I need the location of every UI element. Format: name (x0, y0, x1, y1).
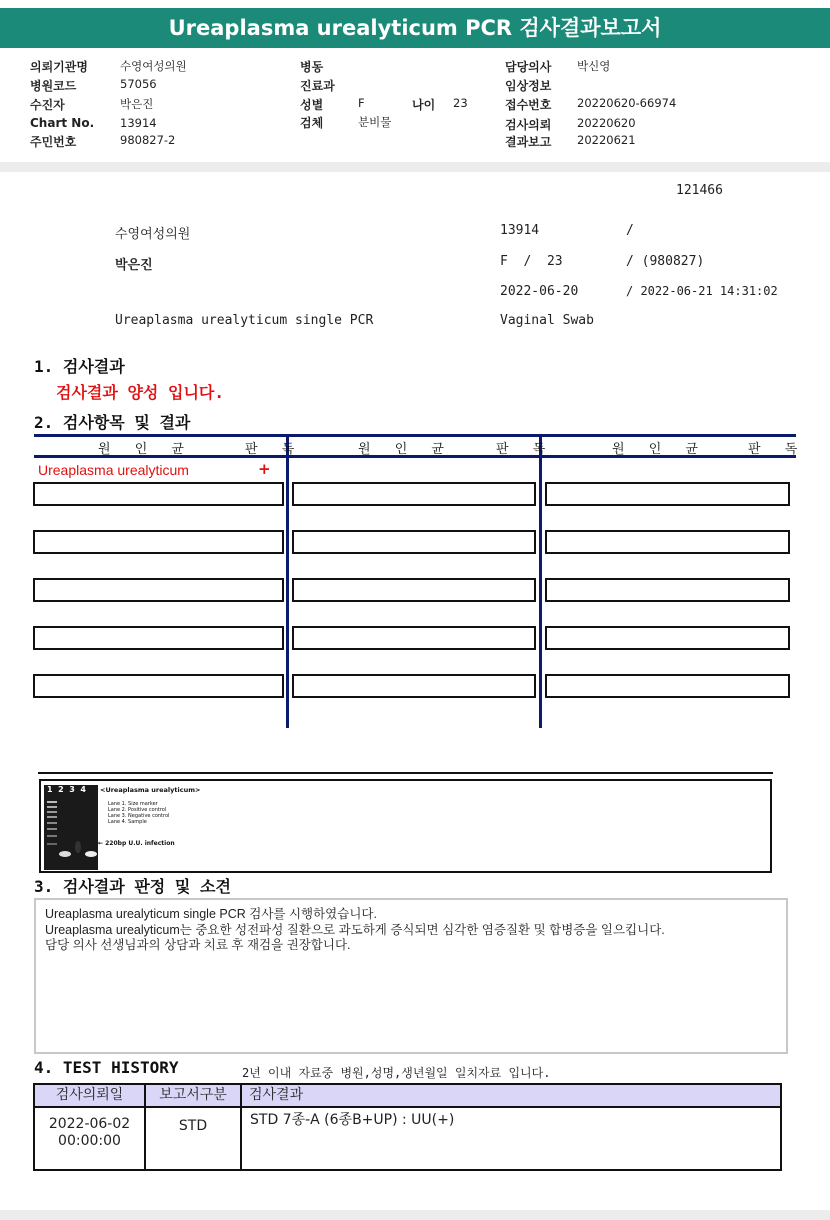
empty-cell (33, 530, 284, 554)
row1-result: + (258, 460, 271, 478)
info-test-name: Ureaplasma urealyticum single PCR (115, 313, 374, 328)
gel-lane-numbers: 1 2 3 4 (47, 785, 86, 794)
gel-top-rule (38, 772, 773, 774)
label-resident-no: 주민번호 (30, 135, 77, 149)
empty-cell (545, 674, 790, 698)
empty-cell (292, 578, 536, 602)
info-report-datetime: / 2022-06-21 14:31:02 (626, 284, 778, 298)
info-code: 121466 (676, 183, 723, 198)
empty-cell (545, 626, 790, 650)
section1-title: 1. 검사결과 (34, 357, 125, 376)
label-chart-no: Chart No. (30, 116, 95, 130)
label-doctor: 담당의사 (505, 60, 552, 74)
value-age: 23 (453, 96, 468, 110)
value-receipt-no: 20220620-66974 (577, 96, 677, 110)
value-report-date: 20220621 (577, 133, 636, 147)
col-organism-1: 원 인 균 (98, 442, 194, 457)
value-requesting-org: 수영여성의원 (120, 59, 187, 73)
value-hospital-code: 57056 (120, 77, 157, 91)
info-request-date: 2022-06-20 (500, 284, 579, 299)
section3-title: 3. 검사결과 판정 및 소견 (34, 877, 231, 896)
history-row-date (35, 1116, 144, 1150)
history-header-type: 보고서구분 (146, 1085, 242, 1106)
history-note: 2년 이내 자료중 병원,성명,생년월일 일치자료 입니다. (242, 1066, 551, 1080)
info-patient: 박은진 (115, 258, 153, 273)
label-age: 나이 (412, 98, 436, 112)
label-clinical-info: 임상정보 (505, 79, 552, 93)
col-judgment-1: 판 독 (245, 442, 305, 457)
empty-cell (545, 578, 790, 602)
row1-organism: Ureaplasma urealyticum (38, 462, 189, 478)
label-department: 진료과 (300, 79, 335, 93)
gel-electrophoresis-image (44, 785, 98, 870)
info-sex-age: F / 23 (500, 254, 563, 269)
grid-top-rule (34, 434, 796, 437)
label-report-date: 결과보고 (505, 135, 552, 149)
info-hospital: 수영여성의원 (115, 227, 191, 242)
value-chart-no: 13914 (120, 116, 157, 130)
gel-title: <Ureaplasma urealyticum> (100, 786, 201, 794)
findings-line-1: Ureaplasma urealyticum single PCR 검사를 시행하였습니다. (45, 907, 377, 921)
findings-line-3: 담당 의사 선생님과의 상담과 치료 후 재검을 권장합니다. (45, 938, 351, 952)
empty-cell (33, 626, 284, 650)
header-separator (0, 162, 830, 172)
grid-divider-2 (539, 434, 542, 728)
label-ward: 병동 (300, 60, 324, 74)
section2-title: 2. 검사항목 및 결과 (34, 413, 191, 432)
result-positive-text: 검사결과 양성 입니다. (56, 383, 225, 402)
col-judgment-2: 판 독 (496, 442, 556, 457)
section4-title: 4. TEST HISTORY (34, 1058, 179, 1077)
history-table (33, 1083, 782, 1171)
empty-cell (545, 530, 790, 554)
value-sex: F (358, 96, 365, 110)
gel-band-text: 220bp U.U. infection (105, 840, 175, 847)
history-header-row (35, 1085, 780, 1108)
empty-cell (33, 482, 284, 506)
gel-lane-1-desc: Lane 1. Size marker (108, 801, 158, 807)
empty-cell (33, 578, 284, 602)
info-birth: / (980827) (626, 254, 705, 269)
findings-line-2: Ureaplasma urealyticum는 중요한 성전파성 질환으로 과도하게 증식되면 심각한 염증질환 및 합병증을 일으킵니다. (45, 922, 665, 937)
history-row-type: STD (178, 1118, 208, 1134)
gel-lane-2-desc: Lane 2. Positive control (108, 807, 167, 813)
value-specimen: 분비물 (358, 115, 392, 129)
label-hospital-code: 병원코드 (30, 79, 77, 93)
gel-band-label: ← 220bp U.U. infection (98, 840, 175, 847)
history-date: 2022-06-02 (48, 1116, 131, 1132)
history-row-result: STD 7종-A (6종B+UP) : UU(+) (250, 1112, 455, 1128)
empty-cell (292, 674, 536, 698)
gel-lane-3-desc: Lane 3. Negative control (108, 813, 170, 819)
grid-divider-1 (286, 434, 289, 728)
empty-cell (292, 482, 536, 506)
info-slash: / (626, 223, 634, 238)
report-title: Ureaplasma urealyticum PCR 검사결과보고서 (0, 8, 830, 48)
empty-cell (292, 626, 536, 650)
col-organism-2: 원 인 균 (358, 442, 454, 457)
footer-bar (0, 1210, 830, 1220)
empty-cell (292, 530, 536, 554)
history-col-divider-2 (240, 1108, 242, 1169)
label-requesting-org: 의뢰기관명 (30, 60, 88, 74)
findings-text (45, 907, 665, 954)
value-request-date: 20220620 (577, 116, 636, 130)
col-organism-3: 원 인 균 (612, 442, 708, 457)
history-header-date: 검사의뢰일 (35, 1085, 146, 1106)
value-doctor: 박신영 (577, 59, 611, 73)
info-chart: 13914 (500, 223, 540, 238)
gel-lane-4-desc: Lane 4. Sample (108, 819, 147, 825)
findings-box (34, 898, 788, 1054)
empty-cell (545, 482, 790, 506)
value-patient: 박은진 (120, 97, 154, 111)
history-time: 00:00:00 (58, 1133, 121, 1149)
label-patient: 수진자 (30, 98, 65, 112)
empty-cell (33, 674, 284, 698)
info-specimen: Vaginal Swab (500, 313, 594, 328)
label-sex: 성별 (300, 98, 324, 112)
value-resident-no: 980827-2 (120, 133, 176, 147)
col-judgment-3: 판 독 (748, 442, 808, 457)
label-specimen: 검체 (300, 116, 324, 130)
history-header-result: 검사결과 (249, 1087, 304, 1103)
label-receipt-no: 접수번호 (505, 98, 552, 112)
label-request-date: 검사의뢰 (505, 118, 552, 132)
